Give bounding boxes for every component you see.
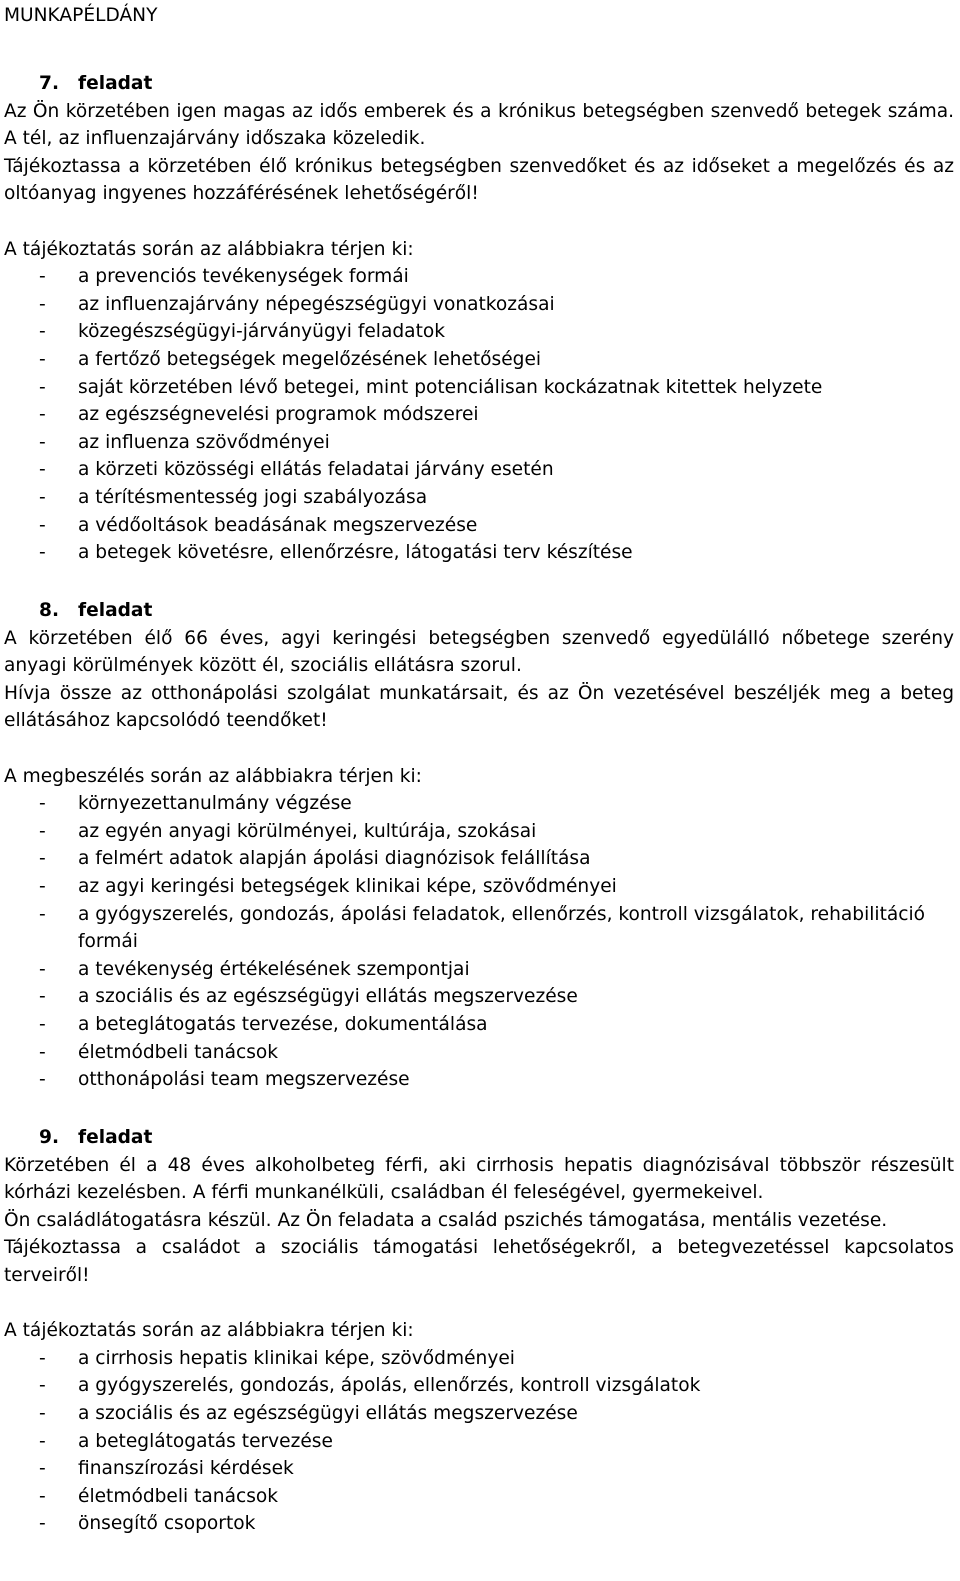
list-item: - a prevenciós tevékenységek formái [39,266,409,288]
list-item: - az agyi keringési betegségek klinikai képe, szövődményei [39,875,617,897]
list-item: - az influenzajárvány népegészségügyi vonatkozásai [39,293,555,315]
list-item: - a tevékenység értékelésének szempontjai [39,958,470,980]
task-description [4,1152,954,1290]
list-item: - az egyén anyagi körülményei, kultúrája, szokásai [39,820,537,842]
document-header: MUNKAPÉLDÁNY [4,5,158,26]
topics-intro: A tájékoztatás során az alábbiakra térjen ki: [4,238,414,260]
list-item: - a szociális és az egészségügyi ellátás megszervezése [39,1402,578,1424]
task-number: 9. [39,1127,60,1148]
list-item: - az influenza szövődményei [39,431,330,453]
list-item: - a szociális és az egészségügyi ellátás megszervezése [39,986,578,1008]
task-label: feladat [78,73,153,94]
task-9 [4,1124,954,1538]
list-item: - a gyógyszerelés, gondozás, ápolás, ellenőrzés, kontroll vizsgálatok [39,1375,701,1397]
task-7 [4,70,954,567]
task-paragraph: Körzetében él a 48 éves alkoholbeteg férfi, aki cirrhosis hepatis diagnózisával többször részesült kórházi kezelésben. A férfi munkanélküli, családban él feleségével, gyermekeivel. [4,1154,954,1204]
task-paragraph: Tájékoztassa a családot a szociális támogatási lehetőségekről, a betegvezetéssel kapcsolatos terveiről! [4,1237,954,1286]
list-item: - önsegítő csoportok [39,1513,256,1535]
topic-list [4,263,954,567]
task-paragraph: Ön családlátogatásra készül. Az Ön feladata a család pszichés támogatása, mentális vezetése. [4,1209,888,1231]
list-item: - a beteglátogatás tervezése, dokumentálása [39,1013,488,1035]
list-item: - a betegek követésre, ellenőrzésre, látogatási terv készítése [39,542,633,564]
task-title [4,1124,954,1152]
list-item: - saját körzetében lévő betegei, mint potenciálisan kockázatnak kitettek helyzete [39,376,823,398]
task-label: feladat [78,1127,153,1148]
list-item: - finanszírozási kérdések [39,1458,294,1480]
list-item: - a felmért adatok alapján ápolási diagnózisok felállítása [39,848,591,870]
list-item: - életmódbeli tanácsok [39,1041,279,1063]
list-item: - a beteglátogatás tervezése [39,1430,333,1452]
task-paragraph: Hívja össze az otthonápolási szolgálat munkatársait, és az Ön vezetésével beszéljék meg a beteg ellátásához kapcsolódó teendőket! [4,682,954,732]
list-item: - közegészségügyi-járványügyi feladatok [39,321,445,343]
topics-intro: A megbeszélés során az alábbiakra térjen ki: [4,765,422,787]
list-item: - a védőoltások beadásának megszervezése [39,514,478,536]
list-item: - az egészségnevelési programok módszerei [39,404,479,426]
list-item: - a cirrhosis hepatis klinikai képe, szövődményei [39,1347,515,1369]
list-item: - a térítésmentesség jogi szabályozása [39,486,428,508]
task-number: 8. [39,600,60,621]
task-paragraph: Tájékoztassa a körzetében élő krónikus betegségben szenvedőket és az időseket a megelőzés és az oltóanyag ingyenes hozzáférésének lehetőségéről! [4,155,954,205]
task-title [4,597,954,625]
task-title [4,70,954,98]
list-item: - környezettanulmány végzése [39,793,352,815]
topic-list [4,1345,954,1538]
topics-intro: A tájékoztatás során az alábbiakra térjen ki: [4,1320,414,1342]
task-number: 7. [39,73,60,94]
task-description [4,625,954,735]
topic-list [4,790,954,1094]
task-description [4,98,954,208]
task-paragraph: A körzetében élő 66 éves, agyi keringési betegségben szenvedő egyedülálló nőbetege szerény anyagi körülmények között él, szociális ellátásra szorul. [4,627,954,677]
task-8 [4,597,954,1094]
task-paragraph: Az Ön körzetében igen magas az idős emberek és a krónikus betegségben szenvedő betegek száma. A tél, az influenzajárvány időszaka közeledik. [4,100,954,150]
list-item: - életmódbeli tanácsok [39,1485,279,1507]
list-item: - a gyógyszerelés, gondozás, ápolási feladatok, ellenőrzés, kontroll vizsgálatok, rehabilitáció formái [39,903,926,953]
list-item: - a körzeti közösségi ellátás feladatai járvány esetén [39,459,554,481]
list-item: - otthonápolási team megszervezése [39,1069,410,1091]
task-label: feladat [78,600,153,621]
list-item: - a fertőző betegségek megelőzésének lehetőségei [39,348,542,370]
